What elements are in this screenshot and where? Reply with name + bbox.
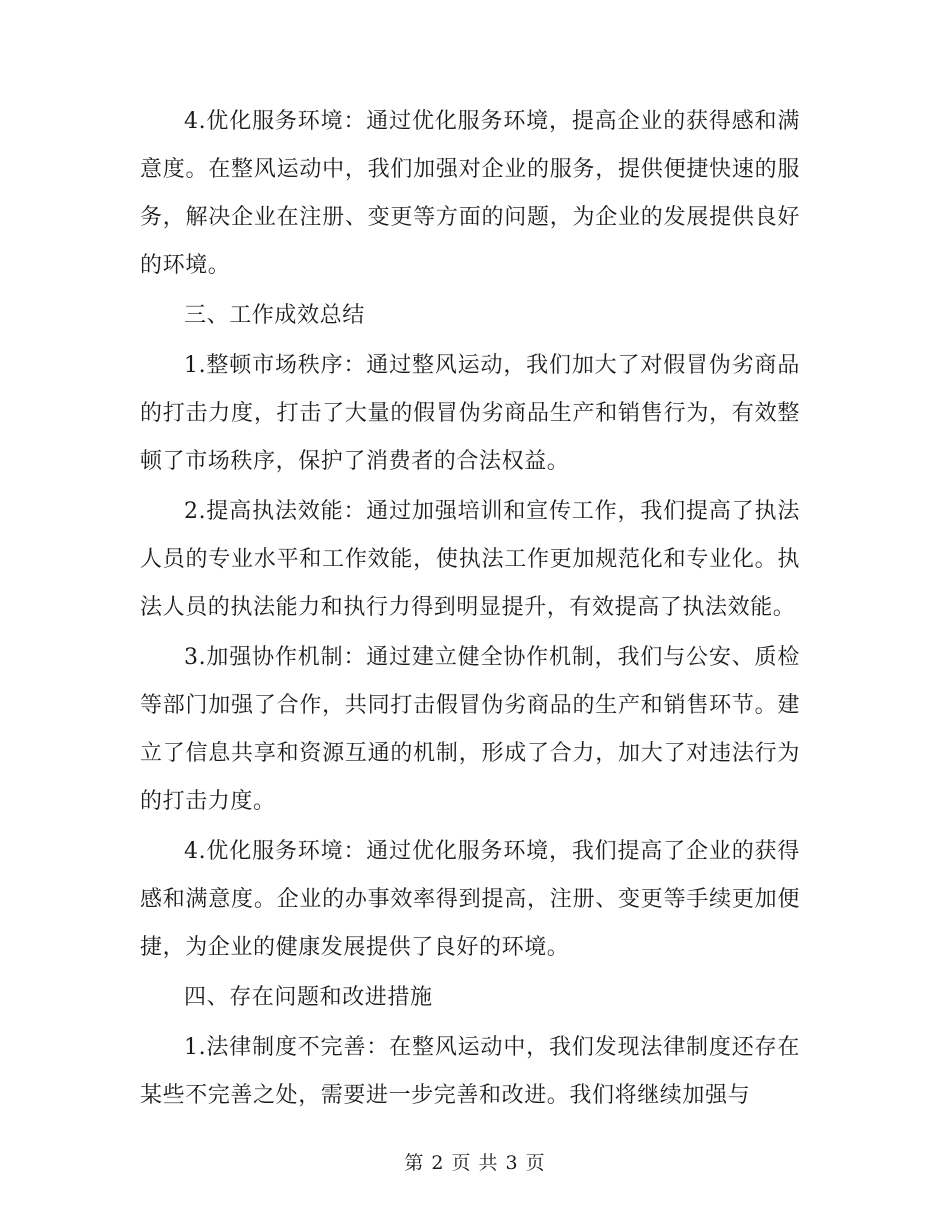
document-body [140,98,800,1122]
paragraph-service-environment-plan: 4.优化服务环境：通过优化服务环境，提高企业的获得感和满意度。在整风运动中，我们加强对企业的服务，提供便捷快速的服务，解决企业在注册、变更等方面的问题，为企业的发展提供良好的环境。 [140,109,800,278]
paragraph-cooperation-mechanism: 3.加强协作机制：通过建立健全协作机制，我们与公安、质检等部门加强了合作，共同打击假冒伪劣商品的生产和销售环节。建立了信息共享和资源互通的机制，形成了合力，加大了对违法行为的打击力度。 [140,645,800,814]
paragraph-market-order: 1.整顿市场秩序：通过整风运动，我们加大了对假冒伪劣商品的打击力度，打击了大量的假冒伪劣商品生产和销售行为，有效整顿了市场秩序，保护了消费者的合法权益。 [140,353,800,474]
paragraph-enforcement-efficiency: 2.提高执法效能：通过加强培训和宣传工作，我们提高了执法人员的专业水平和工作效能，使执法工作更加规范化和专业化。执法人员的执法能力和执行力得到明显提升，有效提高了执法效能。 [140,499,800,620]
paragraph-legal-system: 1.法律制度不完善：在整风运动中，我们发现法律制度还存在某些不完善之处，需要进一步完善和改进。我们将继续加强与 [140,1035,800,1108]
section-heading-results-summary: 三、工作成效总结 [184,303,365,328]
page-number-label: 第 2 页 共 3 页 [404,1152,546,1174]
section-heading-problems-improvements: 四、存在问题和改进措施 [184,985,433,1010]
page-footer [0,1148,950,1175]
paragraph-service-environment-result: 4.优化服务环境：通过优化服务环境，我们提高了企业的获得感和满意度。企业的办事效率得到提高，注册、变更等手续更加便捷，为企业的健康发展提供了良好的环境。 [140,839,800,960]
